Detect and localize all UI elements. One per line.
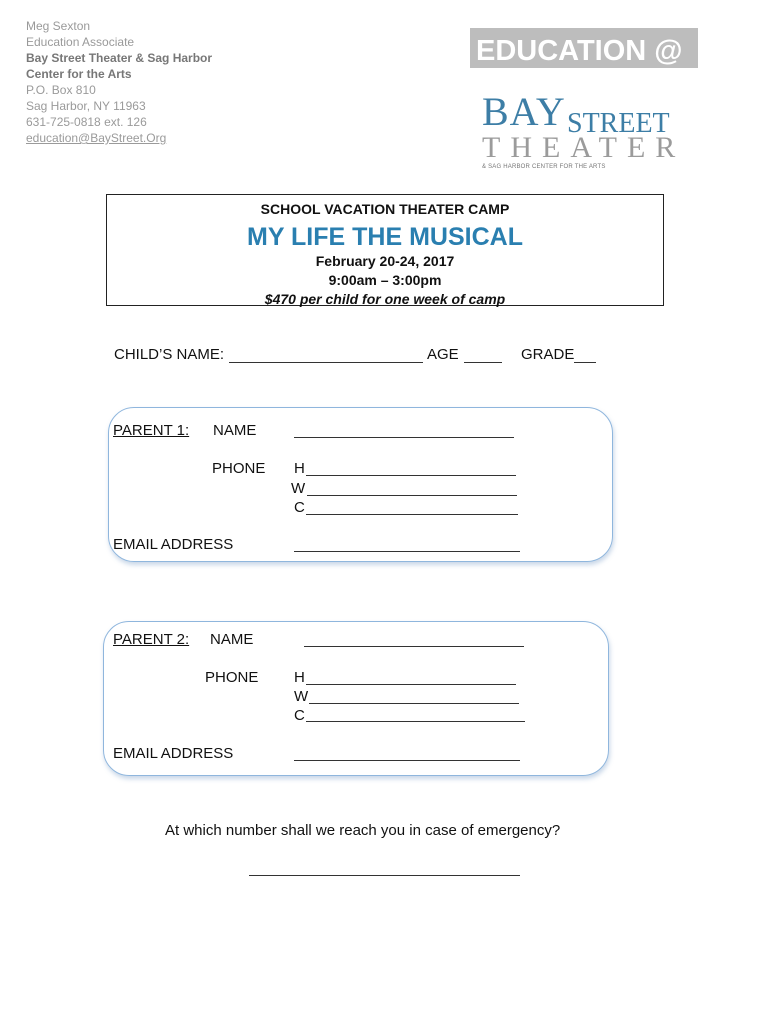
parent1-phone-c-label: C [294,499,305,516]
child-age-field[interactable] [464,362,502,363]
parent2-phone-label: PHONE [205,669,259,686]
parent2-email-label: EMAIL ADDRESS [113,745,234,762]
logo-theater-text: THEATER [482,131,686,164]
parent2-phone-h-field[interactable] [306,684,516,685]
parent1-name-label: NAME [213,422,257,439]
child-name-field[interactable] [229,362,423,363]
contact-org-line2: Center for the Arts [26,67,132,81]
parent2-name-label: NAME [210,631,254,648]
child-age-label: AGE [427,346,459,363]
child-grade-field[interactable] [574,362,596,363]
logo-bay-text: BAY [482,89,566,134]
parent2-phone-h-label: H [294,669,305,686]
emergency-number-field[interactable] [249,875,520,876]
contact-po-box: P.O. Box 810 [26,83,96,97]
parent1-phone-label: PHONE [212,460,266,477]
logo-tagline: & SAG HARBOR CENTER FOR THE ARTS [482,164,606,170]
parent1-label: PARENT 1: [113,422,190,439]
parent2-email-field[interactable] [294,760,520,761]
contact-city: Sag Harbor, NY 11963 [26,99,146,113]
contact-block [26,18,212,146]
event-time: 9:00am – 3:00pm [328,272,442,288]
event-heading: SCHOOL VACATION THEATER CAMP [260,201,510,217]
child-grade-label: GRADE [521,346,575,363]
event-title-box [106,194,664,306]
contact-title: Education Associate [26,35,135,49]
event-title: MY LIFE THE MUSICAL [247,223,523,251]
contact-org-line1: Bay Street Theater & Sag Harbor [26,51,213,65]
parent2-phone-w-field[interactable] [309,703,519,704]
parent1-phone-h-label: H [294,460,305,477]
child-name-label: CHILD’S NAME: [114,346,225,363]
parent2-label: PARENT 2: [113,631,190,648]
contact-email-link[interactable]: education@BayStreet.Org [26,131,167,145]
contact-name: Meg Sexton [26,19,91,33]
parent2-phone-w-label: W [294,688,309,705]
parent1-email-field[interactable] [294,551,520,552]
parent2-name-field[interactable] [304,646,524,647]
parent2-phone-c-field[interactable] [306,721,525,722]
parent1-phone-c-field[interactable] [306,514,518,515]
emergency-question: At which number shall we reach you in case of emergency? [165,822,561,839]
parent1-name-field[interactable] [294,437,514,438]
parent2-phone-c-label: C [294,707,305,724]
education-banner: EDUCATION @ [470,28,698,68]
event-price: $470 per child for one week of camp [264,291,506,307]
parent1-phone-w-field[interactable] [307,495,517,496]
event-dates: February 20-24, 2017 [315,253,455,269]
parent1-phone-h-field[interactable] [306,475,516,476]
contact-phone: 631-725-0818 ext. 126 [26,115,147,129]
parent1-email-label: EMAIL ADDRESS [113,536,234,553]
parent1-phone-w-label: W [291,480,306,497]
logo-street-text: STREET [567,108,670,139]
